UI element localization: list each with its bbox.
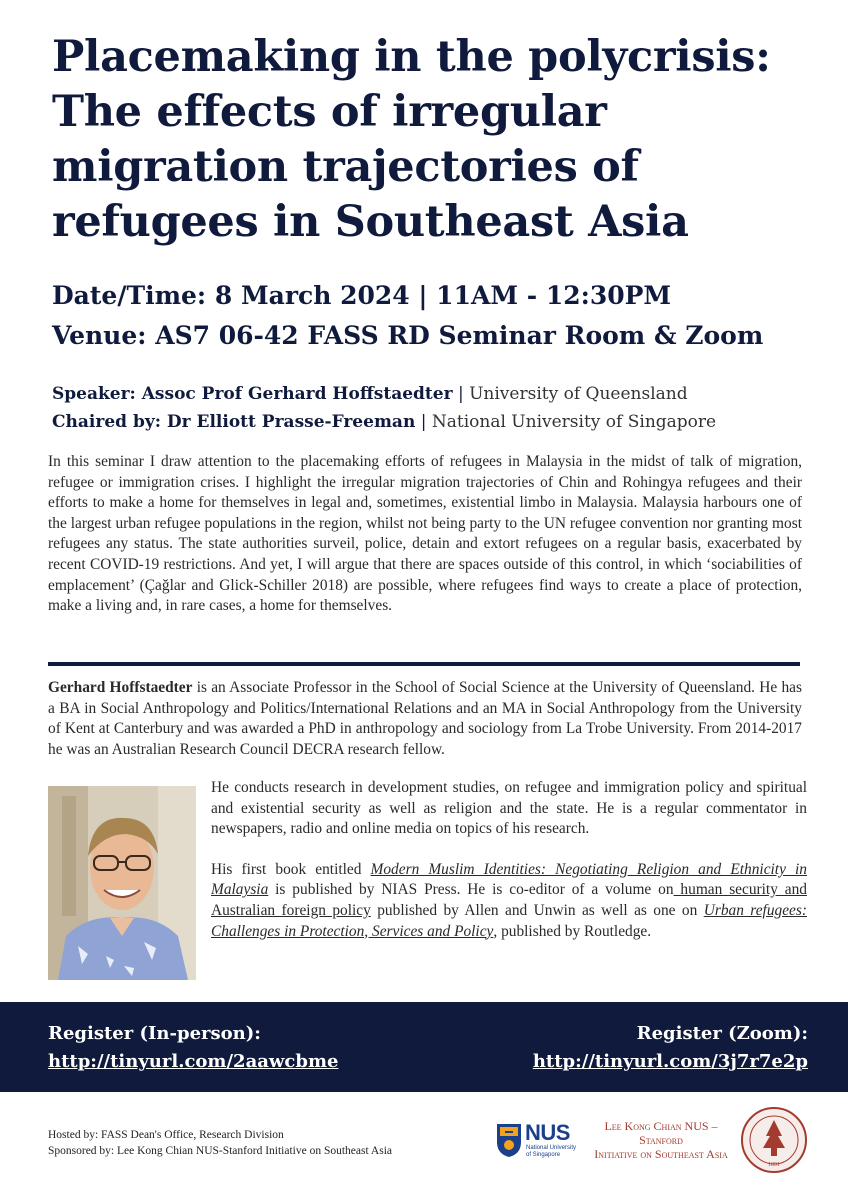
title-line: migration trajectories of — [52, 142, 639, 192]
lkc-line: Initiative on Southeast Asia — [594, 1147, 728, 1161]
register-zoom-label: Register (Zoom): — [636, 1023, 808, 1044]
event-details — [52, 276, 812, 356]
title-line: Placemaking in the polycrisis: — [52, 32, 771, 82]
event-datetime: Date/Time: 8 March 2024 | 11AM - 12:30PM — [52, 281, 672, 310]
register-inperson-label: Register (In-person): — [48, 1023, 261, 1044]
speaker-affiliation: University of Queensland — [469, 384, 688, 404]
separator: | — [452, 384, 470, 404]
chair-affiliation: National University of Singapore — [431, 412, 717, 432]
books-text: , published by Routledge. — [493, 922, 652, 940]
chair-name: Chaired by: Dr Elliott Prasse-Freeman — [52, 412, 416, 432]
chair-line — [52, 408, 812, 436]
abstract: In this seminar I draw attention to the placemaking efforts of refugees in Malaysia in the midst of talk of migration, refugee or immigration crises. I highlight the irregular migration trajectories of Chin and Rohingya refugees and their efforts to make a home for themselves in legal and, sometimes, existential limbo in Malaysia. Malaysia harbours one of the largest urban refugee populations in the region, whilst not being party to the UN refugee convention nor granting most refugees any status. The state authorities surveil, police, detain and extort refugees on a regular basis, exacerbated by recent COVID-19 restrictions. And yet, I will argue that there are spaces outside of this control, in which ‘sociabilities of emplacement’ (Çağlar and Glick-Schiller 2018) are possible, where refugees find ways to create a place of protection, make a living and, in rare cases, a home for themselves. — [48, 453, 802, 615]
speakers-block — [52, 380, 812, 436]
title-line: The effects of irregular — [52, 87, 607, 137]
event-title — [52, 30, 812, 250]
nus-subtitle — [526, 1145, 576, 1159]
register-zoom-link[interactable]: http://tinyurl.com/3j7r7e2p — [532, 1051, 808, 1072]
speaker-name: Speaker: Assoc Prof Gerhard Hoffstaedter — [52, 384, 453, 404]
book-title-link[interactable]: Modern Muslim Identities: Negotiating Religion and Ethnicity in Malaysia — [211, 860, 807, 899]
nus-subtitle-line: of Singapore — [526, 1152, 561, 1158]
stanford-seal-icon — [740, 1106, 808, 1174]
nus-crest-icon — [496, 1122, 522, 1158]
nus-subtitle-line: National University — [526, 1145, 577, 1151]
sponsored-by: Sponsored by: Lee Kong Chian NUS-Stanford Initiative on Southeast Asia — [48, 1145, 393, 1157]
portrait-image — [48, 786, 196, 980]
books-text: published by Allen and Unwin as well as one on — [370, 901, 704, 919]
book-title-link[interactable]: Urban refugees: Challenges in Protection, Services and Policy — [211, 901, 808, 940]
hosted-by: Hosted by: FASS Dean's Office, Research Division — [48, 1129, 284, 1141]
books-paragraph — [211, 860, 807, 942]
bio-name: Gerhard Hoffstaedter — [48, 679, 193, 696]
books-text: His first book entitled — [211, 860, 371, 878]
research-paragraph: He conducts research in development studies, on refugee and immigration policy and spiritual and existential security as well as religion and the state. He is a regular commentator in newspapers, radio and online media on topics of his research. — [211, 779, 807, 838]
seal-year: 1891 — [768, 1162, 780, 1168]
event-venue: Venue: AS7 06-42 FASS RD Seminar Room & Zoom — [52, 321, 764, 350]
speaker-line — [52, 380, 812, 408]
register-zoom — [533, 1020, 808, 1076]
nus-letters: NUS — [525, 1120, 570, 1145]
bio-intro-text: is an Associate Professor in the School of Social Science at the University of Queensland. He has a BA in Social Anthropology and Politics/International Relations and an MA in Social Anthropology from the University of Kent at Canterbury and was awarded a PhD in anthropology and sociology from La Trobe University. From 2014-2017 he was an Australian Research Council DECRA research fellow. — [48, 679, 802, 758]
bio-research — [211, 778, 807, 942]
footer-credits — [48, 1127, 478, 1159]
divider — [48, 662, 800, 666]
lkc-initiative-logo — [590, 1119, 732, 1161]
register-banner — [0, 1002, 848, 1092]
speaker-photo — [48, 786, 196, 980]
books-text: is published by NIAS Press. He is co-editor of a volume on — [268, 881, 674, 899]
lkc-line: Lee Kong Chian NUS – Stanford — [604, 1119, 718, 1147]
title-line: refugees in Southeast Asia — [52, 197, 689, 247]
register-inperson — [48, 1020, 338, 1076]
register-inperson-link[interactable]: http://tinyurl.com/2aawcbme — [48, 1051, 339, 1072]
nus-logo — [496, 1118, 580, 1164]
book-title-link[interactable]: human security and Australian foreign policy — [211, 881, 808, 919]
separator: | — [415, 412, 432, 432]
bio-intro — [48, 678, 802, 760]
